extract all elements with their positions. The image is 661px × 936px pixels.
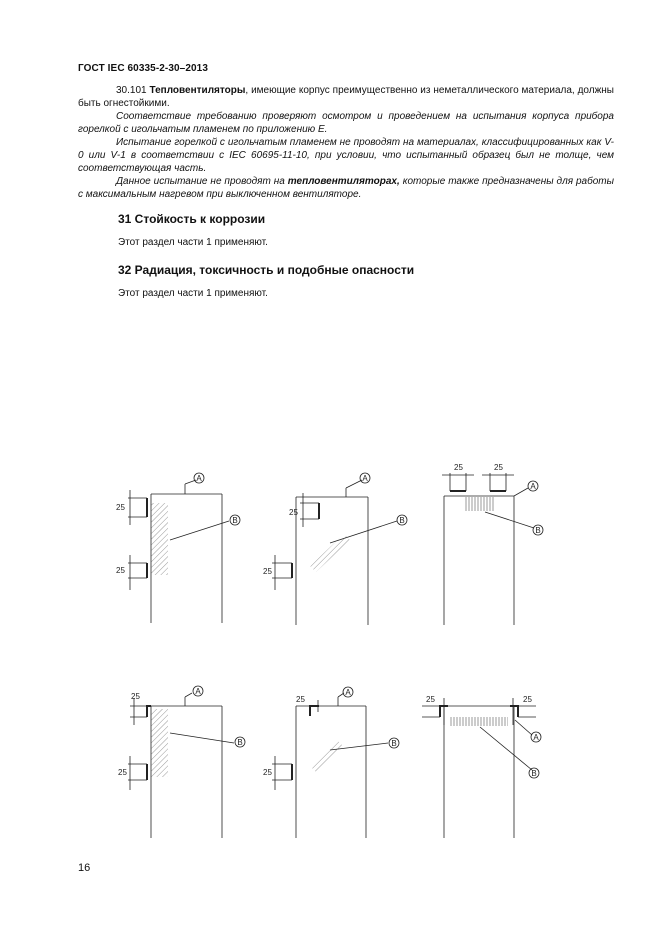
label-a: A [533,733,539,742]
dimension-25: 25 [116,566,125,575]
paragraph-text: которые также предназначены для работы с максимальным нагревом при выключенном вентиляторе. [78,176,614,200]
paragraph-text: Данное испытание не проводят на [116,176,288,187]
diagram-panel-1 [128,480,229,623]
label-b: B [535,526,541,535]
dimension-25: 25 [296,695,305,704]
label-a: A [530,482,536,491]
label-b: B [531,769,537,778]
dimension-25: 25 [118,768,127,777]
dimension-25: 25 [116,503,125,512]
term-heaters: Тепловентиляторы [149,85,246,96]
label-b: B [399,516,405,525]
diagram-panel-3 [442,473,534,625]
dimension-25: 25 [426,695,435,704]
section-31-title: 31 Стойкость к коррозии [118,212,266,226]
paragraph-needle-flame: Испытание горелкой с игольчатым пламенем не проводят на материалах, классифицированных как V-0 или V-1 в соответствии с IEC 60695-11-10, при условии, что испытанный образец был не толще, чем соответствующая часть. [78,137,614,174]
label-a: A [345,688,351,697]
dimension-25: 25 [454,463,463,472]
diagram-panel-5 [272,693,388,838]
diagram-panel-2 [272,480,397,625]
label-a: A [362,474,368,483]
section-32-title: 32 Радиация, токсичность и подобные опасности [118,263,415,277]
term-heaters: тепловентиляторах, [287,176,400,187]
paragraph-text: , имеющие корпус преимущественно из неметаллического материала, должны быть огнестойкими. [78,85,614,109]
label-b: B [232,516,238,525]
label-b: B [237,738,243,747]
dimension-25: 25 [523,695,532,704]
section-31-text: Этот раздел части 1 применяют. [118,237,268,248]
dimension-25: 25 [289,508,298,517]
page-number: 16 [78,862,91,874]
diagram-panel-6 [422,698,536,838]
section-32-text: Этот раздел части 1 применяют. [118,288,268,299]
dimension-25: 25 [131,692,140,701]
document-header: ГОСТ IEC 60335-2-30–2013 [78,63,208,74]
paragraph-compliance: Соответствие требованию проверяют осмотром и проведением на испытания корпуса прибора горелкой с игольчатым пламенем по приложению E. [78,111,614,135]
diagram-panel-4 [128,693,234,838]
dimension-25: 25 [494,463,503,472]
dimension-25: 25 [263,768,272,777]
label-a: A [195,687,201,696]
dimension-25: 25 [263,567,272,576]
clause-number: 30.101 [116,85,150,96]
label-a: A [196,474,202,483]
label-b: B [391,739,397,748]
